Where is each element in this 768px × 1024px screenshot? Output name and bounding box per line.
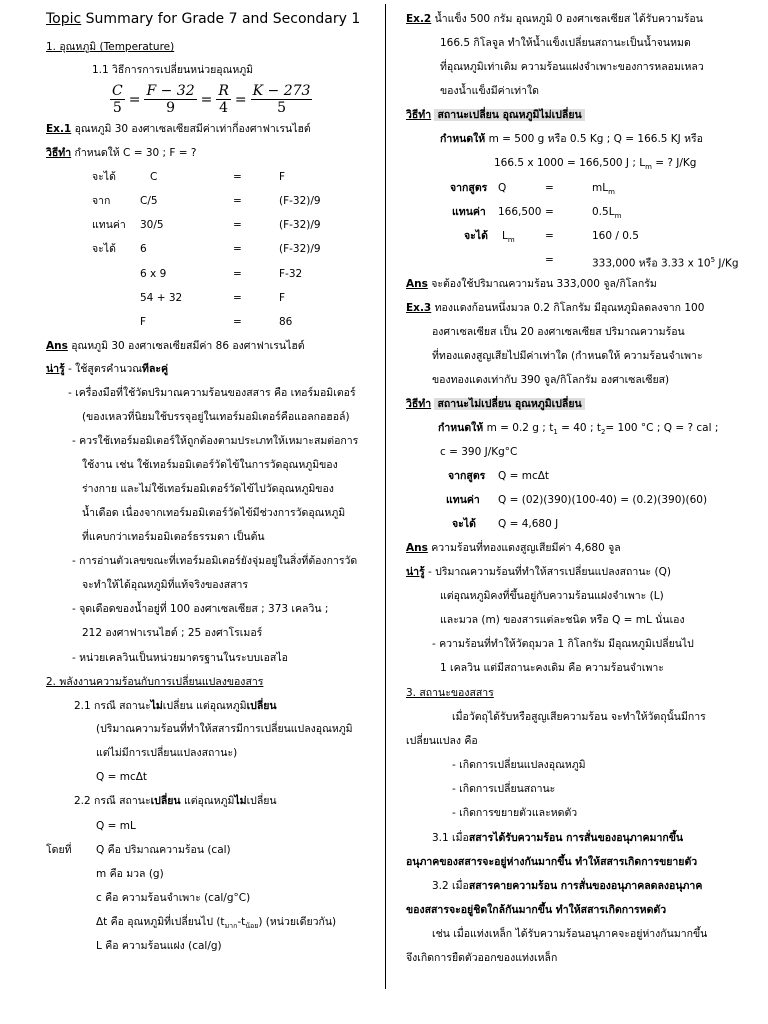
subsection-1-1: 1.1 วิธีการการเปลี่ยนหน่วยอุณหภูมิ xyxy=(92,64,254,76)
from-formula-label: จากสูตร xyxy=(450,182,488,194)
step-cell: 166,500 xyxy=(498,206,542,218)
section-3-item: - เกิดการขยายตัวและหดตัว xyxy=(452,807,578,819)
case-2-1-note: (ปริมาณความร้อนที่ทำให้สสารมีการเปลี่ยนแปลงอุณหภูมิ xyxy=(96,723,353,735)
step-cell: = xyxy=(545,254,554,266)
calc-cell: = xyxy=(233,316,242,328)
step-cell: = xyxy=(545,206,554,218)
example-3-line: ที่ทองแดงสูญเสียไปมีค่าเท่าใด (กำหนดให้ ความร้อนจำเพาะ xyxy=(432,350,703,362)
definition: Δt คือ อุณหภูมิที่เปลี่ยนไป $(t_{มาก}-t_{น้อย})$ (หน่วยเดียวกัน) xyxy=(96,916,337,931)
definition: L คือ ความร้อนแฝง (cal/g) xyxy=(96,940,222,952)
title-text: Summary for Grade 7 and Secondary 1 xyxy=(81,11,361,27)
example-2-given: กำหนดให้ m = 500 g หรือ 0.5 Kg ; Q = 166.5 KJ หรือ xyxy=(440,133,703,145)
step-cell: $L_m$ xyxy=(502,230,515,245)
case-2-2-equation: Q = mL xyxy=(96,820,136,832)
result-label: จะได้ xyxy=(464,230,488,242)
example-3-line: องศาเซลเซียส เป็น 20 องศาเซลเซียส ปริมาณความร้อน xyxy=(432,326,685,338)
section-3-heading: 3. สถานะของสสาร xyxy=(406,687,494,699)
example-3-answer: Ans ความร้อนที่ทองแดงสูญเสียมีค่า 4,680 จูล xyxy=(406,542,621,554)
calc-row: จะได้ xyxy=(92,171,116,183)
case-3-2-cont: ของสสารจะอยู่ชิดใกล้กันมากขึ้น ทำให้สสารเกิดการหดตัว xyxy=(406,904,667,916)
definition: m คือ มวล (g) xyxy=(96,868,164,880)
bullet-line: - จุดเดือดของน้ำอยู่ที่ 100 องศาเซลเซียส ; 373 เคลวิน ; xyxy=(72,603,329,615)
bullet-line: - เครื่องมือที่ใช้วัดปริมาณความร้อนของสสาร คือ เทอร์มอมิเตอร์ xyxy=(68,387,356,399)
example-3-solution: วิธีทำ สถานะไม่เปลี่ยน อุณหภูมิเปลี่ยน xyxy=(406,397,585,411)
step-cell: Q xyxy=(498,182,507,194)
case-2-1-equation: Q = mcΔt xyxy=(96,771,148,783)
case-2-1: 2.1 กรณี สถานะไม่เปลี่ยน แต่อุณหภูมิเปลี่ยน xyxy=(74,700,277,712)
fraction-c: $\frac{C}{5}$ xyxy=(112,83,123,116)
calc-cell: = xyxy=(233,292,242,304)
case-3-2: 3.2 เมื่อสสารคายความร้อน การสั่นของอนุภาคลดลงอนุภาค xyxy=(432,880,703,892)
calc-cell: (F-32)/9 xyxy=(279,243,321,255)
fraction-r: $\frac{R}{4}$ xyxy=(218,83,229,116)
calc-cell: F xyxy=(279,171,286,183)
case-3-1-cont: อนุภาคของสสารจะอยู่ห่างกันมากขึ้น ทำให้สสารเกิดการขยายตัว xyxy=(406,856,698,868)
example-2-line: ที่อุณหภูมิเท่าเดิม ความร้อนแฝงจำเพาะของการหลอมเหลว xyxy=(440,61,704,73)
bullet-line: ที่แคบกว่าเทอร์มอมิเตอร์ธรรมดา เป็นต้น xyxy=(82,531,265,543)
calc-cell: F xyxy=(279,292,286,304)
calc-cell: F xyxy=(140,316,147,328)
section-3-item: - เกิดการเปลี่ยนแปลงอุณหภูมิ xyxy=(452,759,586,771)
step-cell: $mL_m$ xyxy=(592,182,615,197)
fraction-f: $\frac{F - 32}{9}$ xyxy=(146,83,195,116)
did-you-know-line: และมวล (m) ของสารแต่ละชนิด หรือ Q = mL นั่นเอง xyxy=(440,614,685,626)
section-3-example: จึงเกิดการยืดตัวออกของแท่งเหล็ก xyxy=(406,952,558,964)
definition: Q คือ ปริมาณความร้อน (cal) xyxy=(96,844,231,856)
calc-cell: C xyxy=(150,171,158,183)
bullet-line: น้ำเดือด เนื่องจากเทอร์มอมิเตอร์วัดไข้มีช่วงการวัดอุณหภูมิ xyxy=(82,507,346,519)
example-2-question: Ex.2 น้ำแข็ง 500 กรัม อุณหภูมิ 0 องศาเซลเซียส ได้รับความร้อน xyxy=(406,13,703,25)
bullet-line: ใช้งาน เช่น ใช้เทอร์มอมิเตอร์วัดไข้ในการวัดอุณหภูมิของ xyxy=(82,459,338,471)
step-cell: Q = 4,680 J xyxy=(498,518,559,530)
example-1-solution: วิธีทำ กำหนดให้ C = 30 ; F = ? xyxy=(46,147,197,159)
bullet-line: - ควรใช้เทอร์มอมิเตอร์ให้ถูกต้องตามประเภทให้เหมาะสมต่อการ xyxy=(72,435,359,447)
step-cell: Q = (02)(390)(100-40) = (0.2)(390)(60) xyxy=(498,494,708,506)
result-label: จะได้ xyxy=(452,518,476,530)
section-3-item: - เกิดการเปลี่ยนสถานะ xyxy=(452,783,556,795)
calc-cell: = xyxy=(233,219,242,231)
step-cell: = xyxy=(545,230,554,242)
calc-row: จะได้ xyxy=(92,243,116,255)
substitute-label: แทนค่า xyxy=(452,206,486,218)
example-2-line: 166.5 กิโลจูล ทำให้น้ำแข็งเปลี่ยนสถานะเป็นน้ำจนหมด xyxy=(440,37,691,49)
calc-cell: 86 xyxy=(279,316,293,328)
step-cell: 333,000 หรือ 3.33 x $10^5$ J/Kg xyxy=(592,256,739,270)
example-1-question: Ex.1 อุณหภูมิ 30 องศาเซลเซียสมีค่าเท่ากี่องศาฟาเรนไฮต์ xyxy=(46,123,311,135)
case-2-1-note: แต่ไม่มีการเปลี่ยนแปลงสถานะ) xyxy=(96,747,238,759)
step-cell: 160 / 0.5 xyxy=(592,230,639,242)
example-2-answer: Ans จะต้องใช้ปริมาณความร้อน 333,000 จูล/กิโลกรัม xyxy=(406,278,657,290)
bullet-line: (ของเหลวที่นิยมใช้บรรจุอยู่ในเทอร์มอมิเตอร์คือแอลกอฮอล์) xyxy=(82,411,350,423)
did-you-know-left: น่ารู้ - ใช้สูตรคำนวณทีละคู่ xyxy=(46,363,169,375)
case-2-2: 2.2 กรณี สถานะเปลี่ยน แต่อุณหภูมิไม่เปลี่ยน xyxy=(74,795,277,807)
fraction-k: $\frac{K - 273}{5}$ xyxy=(252,83,311,116)
calc-cell: 6 xyxy=(140,243,147,255)
example-2-solution: วิธีทำ สถานะเปลี่ยน อุณหภูมิไม่เปลี่ยน xyxy=(406,108,585,122)
case-3-1: 3.1 เมื่อสสารได้รับความร้อน การสั่นของอนุภาคมากขึ้น xyxy=(432,832,684,844)
calc-cell: (F-32)/9 xyxy=(279,195,321,207)
did-you-know-line: - ความร้อนที่ทำให้วัตถุมวล 1 กิโลกรัม มีอุณหภูมิเปลี่ยนไป xyxy=(432,638,694,650)
step-cell: $0.5L_m$ xyxy=(592,206,622,221)
calc-cell: (F-32)/9 xyxy=(279,219,321,231)
bullet-line: - การอ่านตัวเลขขณะที่เทอร์มอมิเตอร์ยังจุ่มอยู่ในสิ่งที่ต้องการวัด xyxy=(72,555,358,567)
section-2-heading: 2. พลังงานความร้อนกับการเปลี่ยนแปลงของสาร xyxy=(46,676,264,688)
substitute-label: แทนค่า xyxy=(446,494,480,506)
example-3-given: กำหนดให้ m = 0.2 g ; $t_1 = 40$ ; $t_2= 100$ °C ; Q = ? cal ; xyxy=(438,422,719,437)
conversion-formula: $\frac{C}{5}$ = $\frac{F - 32}{9}$ = $\frac{R}{4}$ = $\frac{K - 273}{5}$ xyxy=(112,83,311,116)
where-label: โดยที่ xyxy=(46,844,72,856)
calc-cell: = xyxy=(233,243,242,255)
example-3-given-cont: c = 390 J/Kg°C xyxy=(440,446,518,458)
definition: c คือ ความร้อนจำเพาะ (cal/g°C) xyxy=(96,892,251,904)
did-you-know-line: แต่อุณหภูมิคงที่ขึ้นอยู่กับความร้อนแฝงจำเพาะ (L) xyxy=(440,590,664,602)
column-divider xyxy=(385,4,386,989)
calc-row: จาก xyxy=(92,195,111,207)
calc-cell: F-32 xyxy=(279,268,303,280)
example-1-answer: Ans อุณหภูมิ 30 องศาเซลเซียสมีค่า 86 องศาฟาเรนไฮต์ xyxy=(46,340,305,352)
example-2-line: ของน้ำแข็งมีค่าเท่าใด xyxy=(440,85,539,97)
calc-cell: C/5 xyxy=(140,195,158,207)
example-3-line: ของทองแดงเท่ากับ 390 จูล/กิโลกรัม องศาเซลเซียส) xyxy=(432,374,670,386)
step-cell: = xyxy=(545,182,554,194)
example-2-given-cont: 166.5 x 1000 = 166,500 J ; $L_m$ = ? J/Kg xyxy=(494,157,697,172)
calc-cell: = xyxy=(233,171,242,183)
did-you-know-line: 1 เคลวิน แต่มีสถานะคงเดิม คือ ความร้อนจำเพาะ xyxy=(440,662,664,674)
example-3-question: Ex.3 ทองแดงก้อนหนึ่งมวล 0.2 กิโลกรัม มีอุณหภูมิลดลงจาก 100 xyxy=(406,302,705,314)
from-formula-label: จากสูตร xyxy=(448,470,486,482)
title-topic: Topic xyxy=(46,11,82,27)
bullet-line: ร่างกาย และไม่ใช้เทอร์มอมิเตอร์วัดไข้ไปวัดอุณหภูมิของ xyxy=(82,483,334,495)
bullet-line: - หน่วยเคลวินเป็นหน่วยมาตรฐานในระบบเอสไอ xyxy=(72,652,288,664)
calc-cell: 54 + 32 xyxy=(140,292,183,304)
document-title xyxy=(46,12,360,26)
section-1-heading: 1. อุณหภูมิ (Temperature) xyxy=(46,41,175,53)
calc-cell: = xyxy=(233,268,242,280)
step-cell: Q = mcΔt xyxy=(498,470,550,482)
section-3-example: เช่น เมื่อแท่งเหล็ก ได้รับความร้อนอนุภาคจะอยู่ห่างกันมากขึ้น xyxy=(432,928,708,940)
calc-cell: = xyxy=(233,195,242,207)
calc-cell: 6 x 9 xyxy=(140,268,167,280)
did-you-know-right: น่ารู้ - ปริมาณความร้อนที่ทำให้สารเปลี่ยนแปลงสถานะ (Q) xyxy=(406,566,671,578)
section-3-intro: เปลี่ยนแปลง คือ xyxy=(406,735,478,747)
calc-cell: 30/5 xyxy=(140,219,164,231)
section-3-intro: เมื่อวัตถุได้รับหรือสูญเสียความร้อน จะทำให้วัตถุนั้นมีการ xyxy=(452,711,706,723)
bullet-line: 212 องศาฟาเรนไฮต์ ; 25 องศาโรเมอร์ xyxy=(82,627,263,639)
bullet-line: จะทำให้ได้อุณหภูมิที่แท้จริงของสสาร xyxy=(82,579,249,591)
calc-row: แทนค่า xyxy=(92,219,126,231)
